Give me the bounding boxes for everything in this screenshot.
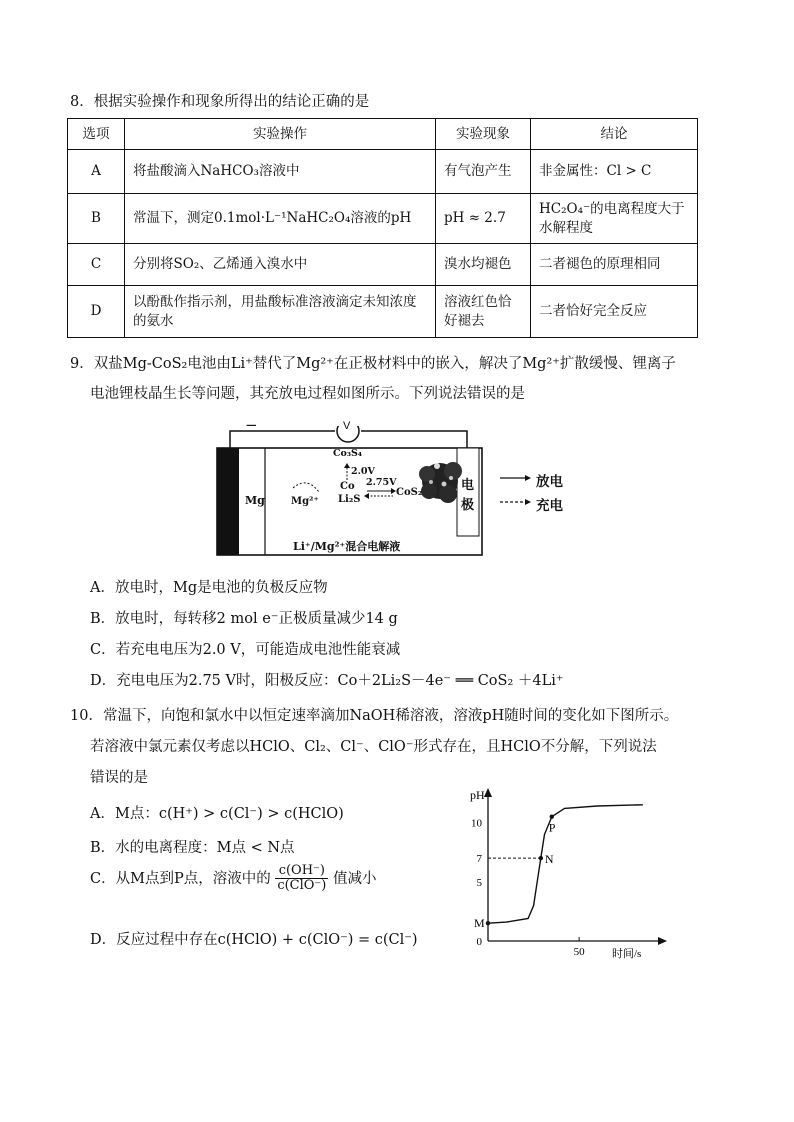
table-row [68,150,698,194]
mg-electrode [217,448,239,555]
cell-conclusion: 二者褪色的原理相同 [531,244,698,286]
label-electrolyte: Li⁺/Mg²⁺混合电解液 [293,540,401,553]
y-tick-label: 0 [476,936,482,948]
fraction-denominator: c(ClO⁻) [277,878,327,894]
table-row [68,286,698,338]
cell-option: D [68,286,125,338]
cell-phenomenon: 溶液红色恰好褪去 [436,286,531,338]
q9-stem-line1: 9．双盐Mg-CoS₂电池由Li⁺替代了Mg²⁺在正极材料中的嵌入，解决了Mg²⁺扩散缓慢、锂离子 [70,356,676,372]
cell-phenomenon: 有气泡产生 [436,150,531,194]
label-275v: 2.75V [366,477,397,488]
q10-option-c-post: 值减小 [332,870,377,887]
data-point [539,856,543,860]
label-electrode-2: 极 [461,498,475,513]
cell-operation: 常温下，测定0.1mol·L⁻¹NaHC₂O₄溶液的pH [125,194,436,244]
ph-curve-series [488,805,643,923]
fraction-oh-clo [275,864,328,894]
q10-stem-line3: 错误的是 [90,770,148,786]
q9-option-c: C．若充电电压为2.0 V，可能造成电池性能衰减 [90,642,401,658]
q9-option-b: B．放电时，每转移2 mol e⁻正极质量减少14 g [90,611,398,627]
col-header-operation: 实验操作 [125,119,436,150]
q9-option-d: D．充电电压为2.75 V时，阳极反应：Co＋2Li₂S－4e⁻ ══ CoS₂ ＋4Li⁺ [90,673,564,689]
cell-phenomenon: 溴水均褪色 [436,244,531,286]
data-point [486,921,490,925]
x-axis-arrow-icon [658,937,667,945]
y-axis-arrow-icon [484,788,492,797]
cell-option: A [68,150,125,194]
cell-option: C [68,244,125,286]
label-mg-ion: Mg²⁺ [291,496,319,507]
cell-operation: 将盐酸滴入NaHCO₃溶液中 [125,150,436,194]
minus-sign: − [245,416,258,434]
y-axis-label: pH [470,788,485,802]
x-tick-label: 50 [573,946,585,958]
point-label: P [548,820,556,835]
table-row [68,194,698,244]
label-co: Co [340,481,355,492]
col-header-phenomenon: 实验现象 [436,119,531,150]
q10-stem-line1: 10．常温下，向饱和氯水中以恒定速率滴加NaOH稀溶液，溶液pH随时间的变化如下图所示。 [70,708,679,724]
legend-discharge: 放电 [536,474,563,490]
point-labels [474,814,556,930]
wire-right [361,431,467,450]
label-li2s: Li₂S [338,494,361,505]
q10-option-c [90,864,376,894]
q10-option-d: D．反应过程中存在c(HClO) + c(ClO⁻) = c(Cl⁻) [90,932,418,948]
label-mg: Mg [245,494,265,507]
q10-option-a: A．M点：c(H⁺) > c(Cl⁻) > c(HClO) [90,806,344,822]
legend-arrows [498,470,534,510]
x-axis-label: 时间/s [612,948,642,960]
x-ticks [574,937,586,958]
cell-option: B [68,194,125,244]
cell-operation: 以酚酞作指示剂，用盐酸标准溶液滴定未知浓度的氨水 [125,286,436,338]
table-row [68,244,698,286]
label-cos2: CoS₂ [396,487,423,498]
col-header-conclusion: 结论 [531,119,698,150]
label-electrode-1: 电 [461,478,475,493]
cell-conclusion: HC₂O₄⁻的电离程度大于水解程度 [531,194,698,244]
cos2-particle-icon [419,462,462,503]
cell-phenomenon: pH ≈ 2.7 [436,194,531,244]
q9-option-a: A．放电时，Mg是电池的负极反应物 [90,580,328,596]
cell-conclusion: 非金属性：Cl > C [531,150,698,194]
label-2v: 2.0V [351,466,375,477]
ph-chart [462,785,692,965]
label-co3s4: Co₃S₄ [333,448,363,459]
col-header-option: 选项 [68,119,125,150]
q10-option-c-pre: C．从M点到P点，溶液中的 [90,870,271,887]
cell-conclusion: 二者恰好完全反应 [531,286,698,338]
q9-stem-line2: 电池锂枝晶生长等问题，其充放电过程如图所示。下列说法错误的是 [90,386,525,402]
y-tick-label: 7 [476,853,482,866]
experiment-table [67,118,698,338]
point-label: M [474,916,485,931]
q10-stem-line2: 若溶液中氯元素仅考虑以HClO、Cl₂、Cl⁻、ClO⁻形式存在，且HClO不分解，下列说法 [90,739,657,755]
fraction-numerator: c(OH⁻) [275,864,328,879]
legend-charge: 充电 [536,498,563,514]
data-point [550,814,554,818]
battery-diagram [215,416,485,556]
voltmeter-label: V [343,420,351,432]
y-tick-label: 5 [476,876,482,889]
table-header-row [68,119,698,150]
y-tick-label: 10 [471,817,482,830]
q8-stem: 8．根据实验操作和现象所得出的结论正确的是 [70,94,370,110]
q10-option-b: B．水的电离程度：M点 < N点 [90,840,295,856]
cell-operation: 分别将SO₂、乙烯通入溴水中 [125,244,436,286]
point-label: N [544,852,554,867]
